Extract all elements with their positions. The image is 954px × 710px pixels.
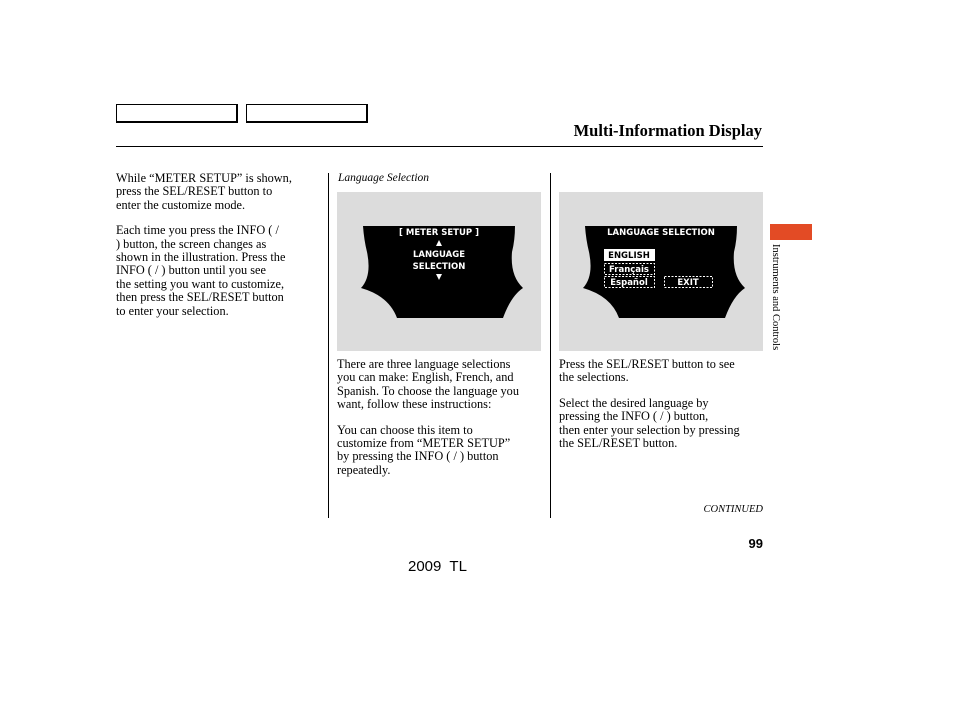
nav-button-2[interactable] bbox=[246, 104, 368, 123]
language-line: LANGUAGE bbox=[412, 250, 466, 260]
title-rule bbox=[116, 146, 763, 147]
middle-paragraph-1: There are three language selections you can make: English, French, and Spanish. To choose the language you want, follow these instructions: bbox=[337, 357, 519, 412]
nav-button-1[interactable] bbox=[116, 104, 238, 123]
option-espanol: Español bbox=[610, 278, 648, 288]
language-selection-header: LANGUAGE SELECTION bbox=[607, 228, 715, 238]
option-exit: EXIT bbox=[677, 278, 699, 288]
left-column bbox=[116, 172, 316, 330]
right-paragraph-1: Press the SEL/RESET button to see the selections. bbox=[559, 357, 735, 385]
right-column bbox=[559, 358, 769, 462]
middle-paragraph-2: You can choose this item to customize from “METER SETUP” by pressing the INFO ( / ) button repeatedly. bbox=[337, 422, 511, 477]
selection-line: SELECTION bbox=[412, 262, 466, 272]
continued-label: CONTINUED bbox=[703, 504, 763, 515]
column-divider-1 bbox=[328, 173, 329, 518]
meter-setup-header: [ METER SETUP ] bbox=[399, 228, 479, 238]
lcd-screen-meter-setup bbox=[337, 192, 541, 351]
left-paragraph-1: While “METER SETUP” is shown, press the SEL/RESET button to enter the customize mode. bbox=[116, 171, 292, 212]
right-paragraph-2: Select the desired language by pressing the INFO ( / ) button, then enter your selection by pressing the SEL/RESET button. bbox=[559, 395, 740, 451]
display-panel-meter-setup bbox=[337, 192, 541, 351]
footer-model: 2009 TL bbox=[408, 558, 467, 575]
display-panel-language-selection bbox=[559, 192, 763, 351]
column-divider-2 bbox=[550, 173, 551, 518]
page-number: 99 bbox=[748, 536, 763, 551]
left-paragraph-2: Each time you press the INFO ( / ) button, the screen changes as shown in the illustration. Press the INFO ( / ) button until you see the setting you want to customize, then press the SEL/RESET button to enter your selection. bbox=[116, 223, 286, 318]
side-section-label bbox=[767, 244, 787, 374]
lcd-screen-language-selection bbox=[559, 192, 763, 351]
section-tab bbox=[770, 224, 812, 240]
option-english: ENGLISH bbox=[608, 251, 650, 261]
side-section-text: Instruments and Controls bbox=[770, 244, 781, 351]
figure-caption: Language Selection bbox=[338, 172, 430, 184]
page-title: Multi-Information Display bbox=[573, 121, 762, 140]
option-francais: Français bbox=[609, 265, 649, 275]
middle-column bbox=[337, 358, 547, 489]
